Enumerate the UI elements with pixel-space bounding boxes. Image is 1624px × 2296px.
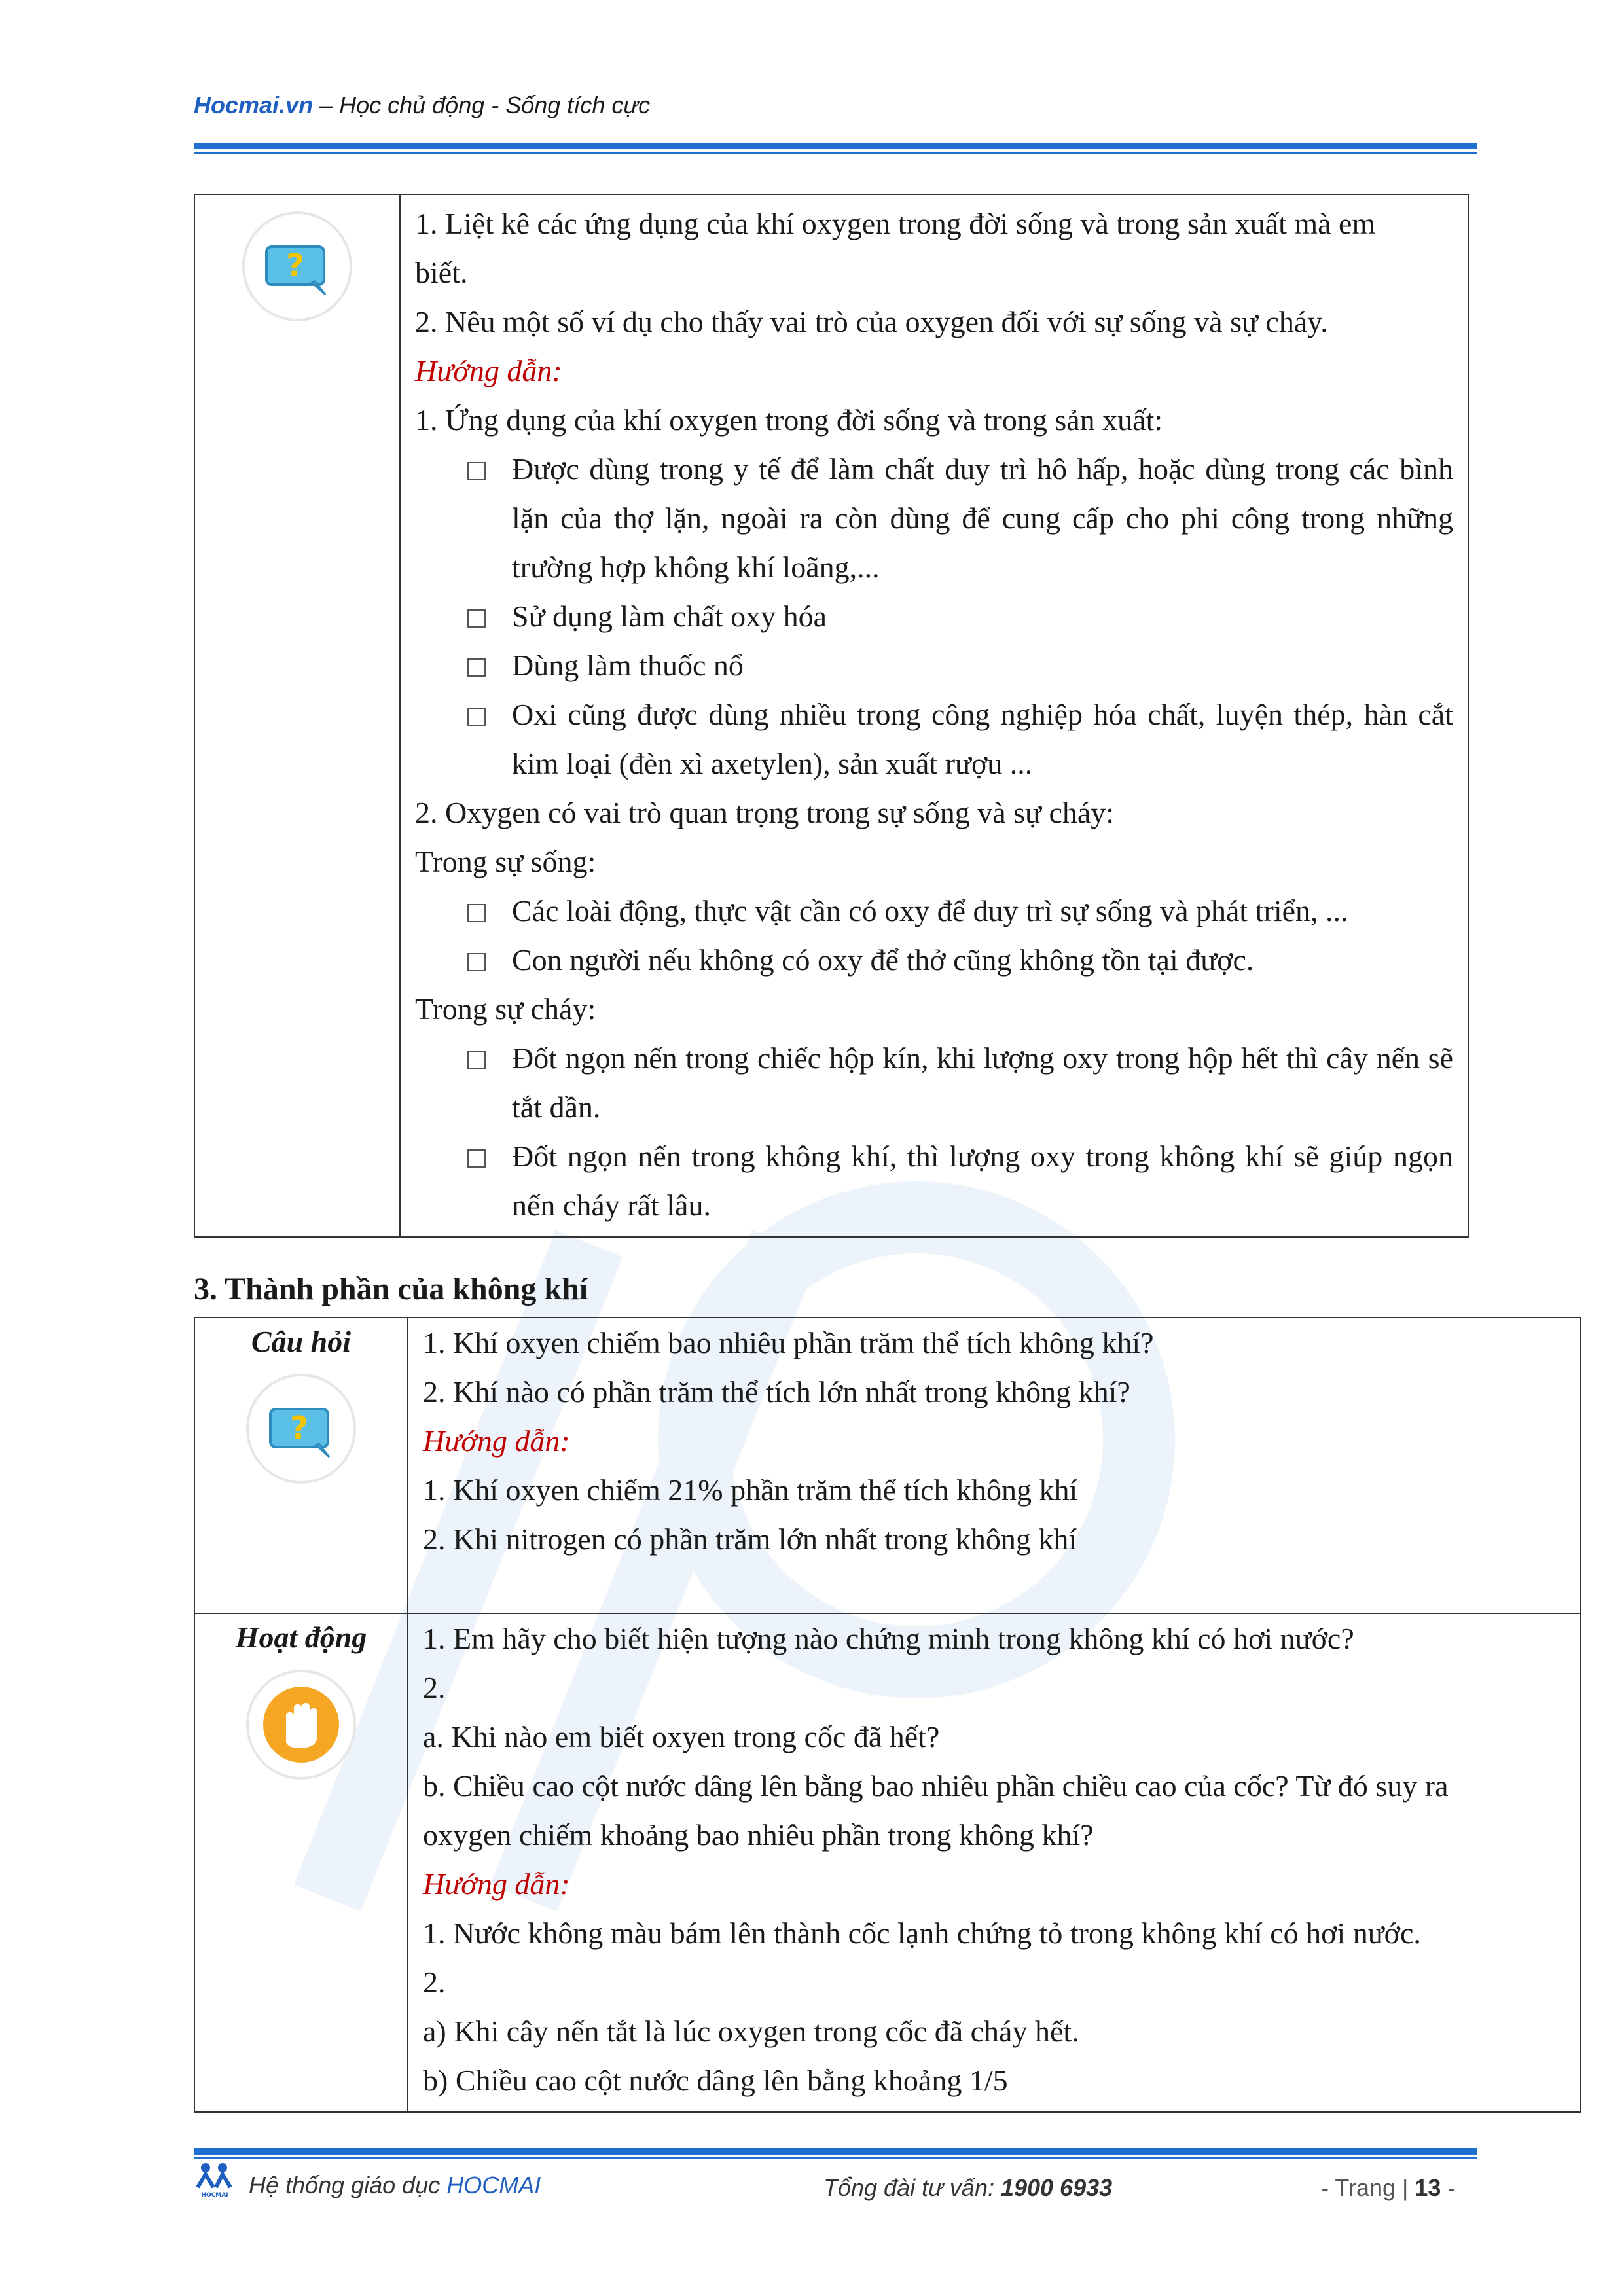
bullet-item: Được dùng trong y tế để làm chất duy trì hô hấp, hoặc dùng trong các bình lặn của thợ lặn, ngoài ra còn dùng để cung cấp cho phi công trong những trường hợp không khí loãng,... — [415, 444, 1453, 592]
icon-cell — [194, 194, 400, 1237]
checkbox-icon — [467, 462, 486, 480]
question-line: 2. Nêu một số ví dụ cho thấy vai trò của oxygen đối với sự sống và sự cháy. — [415, 305, 1328, 338]
content-cell — [408, 1318, 1581, 1613]
role-cell-question — [194, 1318, 408, 1613]
svg-text:?: ? — [290, 1410, 308, 1446]
footer-hotline-prefix: Tổng đài tư vấn: — [823, 2174, 1001, 2201]
activity-line: a. Khi nào em biết oxyen trong cốc đã hết? — [423, 1720, 940, 1753]
checkbox-icon — [467, 609, 486, 628]
answer-title: 2. Oxygen có vai trò quan trọng trong sự sống và sự cháy: — [415, 796, 1115, 829]
activity-line: 2. — [423, 1671, 446, 1704]
svg-text:HOCMAI: HOCMAI — [201, 2192, 228, 2198]
footer-hotline — [823, 2174, 1112, 2202]
footer-page — [1321, 2174, 1455, 2202]
checkbox-icon — [467, 904, 486, 922]
answer-line: 2. — [423, 1965, 446, 1999]
answer-line: 1. Khí oxyen chiếm 21% phần trăm thể tích không khí — [423, 1473, 1078, 1507]
hocmai-logo-icon — [194, 2160, 236, 2199]
oxygen-applications-table — [194, 194, 1469, 1238]
answer-title: 1. Ứng dụng của khí oxygen trong đời sống và trong sản xuất: — [415, 403, 1163, 437]
footer-page-suffix: - — [1441, 2174, 1456, 2201]
bullet-item: Con người nếu không có oxy để thở cũng không tồn tại được. — [415, 935, 1453, 984]
hand-icon — [245, 1669, 357, 1780]
hint-label: Hướng dẫn: — [423, 1424, 570, 1458]
activity-line: 1. Em hãy cho biết hiện tượng nào chứng minh trong không khí có hơi nước? — [423, 1622, 1354, 1655]
footer-hotline-number: 1900 6933 — [1000, 2174, 1113, 2201]
question-icon — [245, 1373, 357, 1484]
checkbox-icon — [467, 708, 486, 726]
hint-label: Hướng dẫn: — [423, 1867, 570, 1901]
activity-line: oxygen chiếm khoảng bao nhiêu phần trong không khí? — [423, 1818, 1094, 1852]
question-icon — [242, 211, 353, 322]
bullet-item: Dùng làm thuốc nổ — [415, 641, 1453, 690]
footer-page-prefix: - Trang | — [1321, 2174, 1415, 2201]
page-number: 13 — [1415, 2174, 1441, 2201]
role-cell-activity — [194, 1613, 408, 2112]
fire-label: Trong sự cháy: — [415, 992, 596, 1026]
question-line: 1. Liệt kê các ứng dụng của khí oxygen trong đời sống và trong sản xuất mà em — [415, 207, 1376, 240]
svg-text:?: ? — [286, 247, 304, 284]
answer-line: 2. Khi nitrogen có phần trăm lớn nhất trong không khí — [423, 1522, 1077, 1556]
bullet-item: Các loài động, thực vật cần có oxy để duy trì sự sống và phát triển, ... — [415, 886, 1453, 935]
content-cell — [400, 194, 1468, 1237]
section-title: 3. Thành phần của không khí — [194, 1272, 588, 1306]
question-line: 1. Khí oxyen chiếm bao nhiêu phần trăm thể tích không khí? — [423, 1326, 1154, 1359]
question-line: 2. Khí nào có phần trăm thể tích lớn nhất trong không khí? — [423, 1375, 1130, 1408]
activity-line: b. Chiều cao cột nước dâng lên bằng bao nhiêu phần chiều cao của cốc? Từ đó suy ra — [423, 1769, 1449, 1803]
content-cell — [408, 1613, 1581, 2112]
bullet-item: Sử dụng làm chất oxy hóa — [415, 592, 1453, 641]
header-brand-name: Hocmai.vn — [194, 92, 314, 118]
header-rule — [194, 143, 1477, 154]
answer-line: a) Khi cây nến tắt là lúc oxygen trong cốc đã cháy hết. — [423, 2015, 1079, 2048]
footer-system-prefix: Hệ thống giáo dục — [249, 2172, 447, 2198]
air-composition-table — [194, 1317, 1581, 2113]
header-brand — [194, 92, 650, 119]
bullet-item: Oxi cũng được dùng nhiều trong công nghiệp hóa chất, luyện thép, hàn cắt kim loại (đèn xì axetylen), sản xuất rượu ... — [415, 690, 1453, 788]
question-line: biết. — [415, 256, 468, 289]
answer-line: b) Chiều cao cột nước dâng lên bằng khoảng 1/5 — [423, 2064, 1008, 2097]
role-label: Hoạt động — [235, 1621, 367, 1654]
answer-line: 1. Nước không màu bám lên thành cốc lạnh chứng tỏ trong không khí có hơi nước. — [423, 1916, 1421, 1950]
checkbox-icon — [467, 658, 486, 677]
footer-system-brand: HOCMAI — [446, 2172, 541, 2198]
header-slogan: – Học chủ động - Sống tích cực — [313, 92, 651, 118]
bullet-item: Đốt ngọn nến trong không khí, thì lượng oxy trong không khí sẽ giúp ngọn nến cháy rất lâu. — [415, 1132, 1453, 1230]
role-label: Câu hỏi — [251, 1325, 352, 1358]
bullet-item: Đốt ngọn nến trong chiếc hộp kín, khi lượng oxy trong hộp hết thì cây nến sẽ tắt dần. — [415, 1033, 1453, 1132]
checkbox-icon — [467, 1051, 486, 1069]
life-label: Trong sự sống: — [415, 845, 596, 878]
hint-label: Hướng dẫn: — [415, 354, 562, 387]
footer-rule — [194, 2148, 1477, 2159]
checkbox-icon — [467, 1149, 486, 1168]
checkbox-icon — [467, 953, 486, 971]
footer-system — [249, 2172, 541, 2199]
